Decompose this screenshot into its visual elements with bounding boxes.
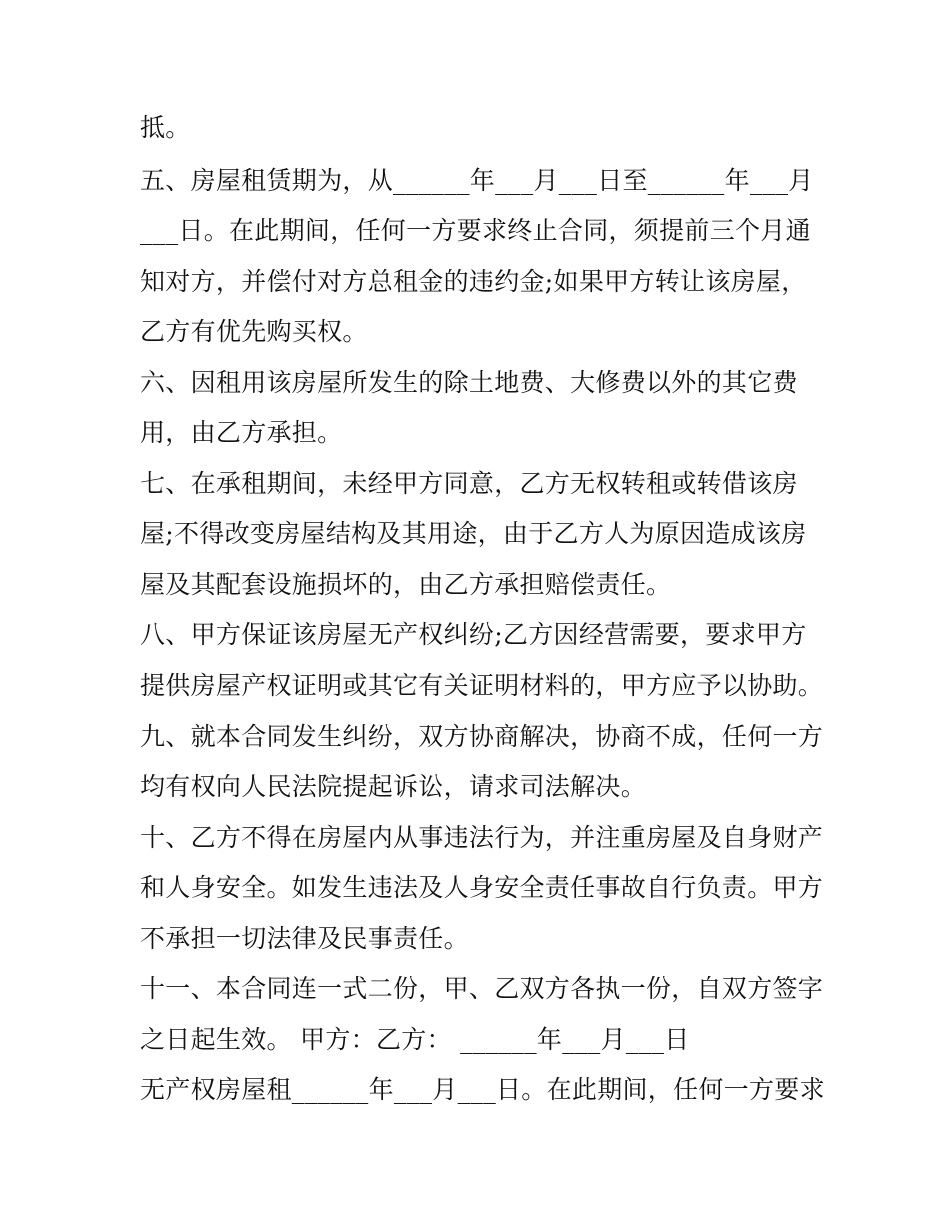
text-line: 屋;不得改变房屋结构及其用途，由于乙方人为原因造成该房	[140, 519, 807, 548]
text-line: 屋及其配套设施损坏的，由乙方承担赔偿责任。	[140, 570, 672, 599]
text-line: 不承担一切法律及民事责任。	[140, 924, 469, 953]
text-line: 八、甲方保证该房屋无产权纠纷;乙方因经营需要，要求甲方	[140, 620, 807, 649]
text-line: 十一、本合同连一式二份，甲、乙双方各执一份，自双方签字	[140, 974, 824, 1003]
text-line: 九、就本合同发生纠纷，双方协商解决，协商不成，任何一方	[140, 722, 824, 751]
text-line: 和人身安全。如发生违法及人身安全责任事故自行负责。甲方	[140, 873, 824, 902]
text-line: 七、在承租期间，未经甲方同意，乙方无权转租或转借该房	[140, 469, 798, 498]
text-line: 知对方，并偿付对方总租金的违约金;如果甲方转让该房屋，	[140, 267, 807, 296]
text-line: 无产权房屋租______年___月___日。在此期间，任何一方要求	[140, 1075, 825, 1104]
text-line: ___日。在此期间，任何一方要求终止合同，须提前三个月通	[140, 216, 811, 245]
text-line: 提供房屋产权证明或其它有关证明材料的，甲方应予以协助。	[140, 671, 824, 700]
text-line: 乙方有优先购买权。	[140, 317, 368, 346]
text-line: 之日起生效。 甲方：乙方： ______年___月___日	[140, 1025, 690, 1054]
text-line: 用，由乙方承担。	[140, 418, 343, 447]
text-line: 抵。	[140, 113, 191, 142]
text-line: 六、因租用该房屋所发生的除土地费、大修费以外的其它费	[140, 368, 798, 397]
text-line: 五、房屋租赁期为，从______年___月___日至______年___月	[140, 166, 814, 195]
text-line: 十、乙方不得在房屋内从事违法行为，并注重房屋及自身财产	[140, 823, 824, 852]
text-line: 均有权向人民法院提起诉讼，请求司法解决。	[140, 772, 647, 801]
